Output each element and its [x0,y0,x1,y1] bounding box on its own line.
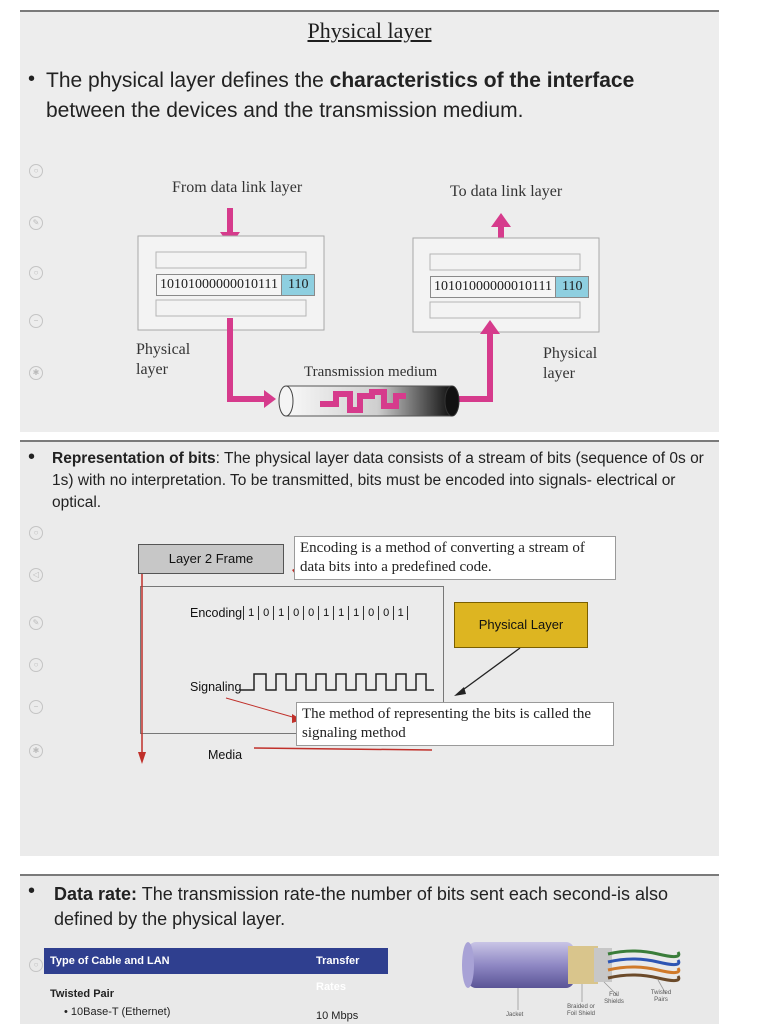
label-line: Physical [136,341,191,358]
slide-title: Physical layer [307,18,432,43]
frame-bits-left [156,274,315,296]
table-group-label: Twisted Pair [50,988,114,1000]
data-rate-slide [20,874,719,1024]
encoded-bit: 0 [288,606,303,620]
undo-icon[interactable]: ◁ [29,568,43,582]
physical-layer-left-label [136,340,190,380]
encoded-bit: 1 [243,606,258,620]
encoding-label: Encoding [190,606,243,620]
eraser-icon[interactable]: − [29,700,43,714]
signaling-label: Signaling [190,680,242,694]
paragraph-text: The transmission rate-the number of bits sent each second-is also defined by the physical layer. [54,884,668,929]
paragraph-text: The physical layer defines the [46,69,330,92]
bullet-dot: • [28,880,36,902]
pen-icon[interactable]: ✎ [29,216,43,230]
encoding-note: Encoding is a method of converting a stream of data bits into a predefined code. [294,536,616,580]
header-bits: 110 [282,275,314,295]
media-label: Media [208,748,243,762]
side-tool-icon[interactable]: ○ [29,164,43,178]
column-header: Type of Cable and LAN [50,955,170,967]
bullet-dot: • [28,446,36,468]
settings-icon[interactable]: ✱ [29,744,43,758]
label-line: layer [136,361,168,378]
layer2-frame-box: Layer 2 Frame [138,544,284,574]
encoding-row [190,606,408,620]
physical-layer-right-label [543,344,597,384]
encoded-bit: 1 [348,606,363,620]
table-cell-rate: 10 Mbps [316,1010,359,1022]
data-bits: 10101000000010111 [157,275,282,295]
pen-icon[interactable]: ✎ [29,616,43,630]
header-bits: 110 [556,277,588,297]
encoded-bit: 1 [333,606,348,620]
eraser-icon[interactable]: − [29,314,43,328]
encoded-bit: 1 [393,606,408,620]
label-line: Physical [543,345,598,362]
highlighter-icon[interactable]: ○ [29,658,43,672]
frame-bits-right [430,276,589,298]
to-data-link-label: To data link layer [450,183,563,200]
bullet-dot: • [28,68,36,90]
from-data-link-label: From data link layer [172,179,303,196]
representation-of-bits-slide [20,440,719,856]
table-header [44,948,388,993]
encoded-bit: 0 [363,606,378,620]
cable-label-braided: Braided or Foil Shield [566,1004,595,1017]
side-tool-icon[interactable]: ○ [29,958,43,972]
encoded-bit: 1 [318,606,333,620]
cable-label-twisted: Twisted Pairs [650,990,672,1003]
paragraph-bold: Data rate: [54,884,138,904]
highlighter-icon[interactable]: ○ [29,266,43,280]
paragraph-text: : The physical layer data consists of a stream of bits (sequence of 0s or 1s) with no interpretation. To be transmitted, bits must be encoded into signals- electrical or optical. [52,450,704,511]
encoding-diagram [20,442,719,856]
slide-paragraph [54,882,704,932]
label-line: layer [543,365,575,382]
encoding-bits [243,606,408,620]
column-header: Transfer Rates [316,955,360,993]
data-bits: 10101000000010111 [431,277,556,297]
cable-label-foil: Foil Shields [604,992,624,1005]
table-cell: 10Base-T (Ethernet) [70,1006,171,1018]
encoded-bit: 0 [303,606,318,620]
cable-label-jacket: Jacket [506,1012,524,1018]
table-row: • 10Base-T (Ethernet) [64,1006,171,1018]
settings-icon[interactable]: ✱ [29,366,43,380]
paragraph-text: between the devices and the transmission medium. [46,99,524,122]
side-tool-icon[interactable]: ○ [29,526,43,540]
physical-layer-box: Physical Layer [454,602,588,648]
transmission-medium-label: Transmission medium [304,364,438,380]
encoded-bit: 1 [273,606,288,620]
paragraph-bold: Representation of bits [52,450,216,467]
signaling-note: The method of representing the bits is called the signaling method [296,702,614,746]
encoded-bit: 0 [378,606,393,620]
paragraph-bold: characteristics of the interface [329,69,635,92]
physical-layer-slide [20,10,719,432]
encoded-bit: 0 [258,606,273,620]
